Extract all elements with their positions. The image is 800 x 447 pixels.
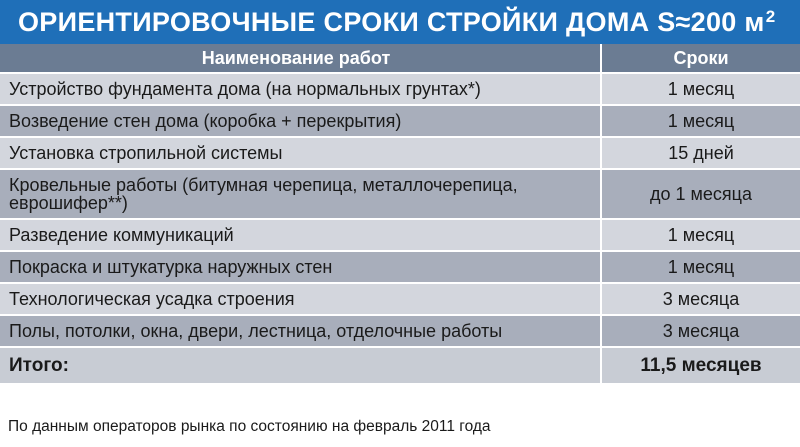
header-work-label: Наименование работ bbox=[201, 48, 391, 68]
term-cell: до 1 месяца bbox=[650, 183, 752, 204]
table-row bbox=[0, 138, 800, 170]
term-cell: 3 месяца bbox=[662, 320, 740, 341]
term-cell: 1 месяц bbox=[667, 78, 735, 99]
table-row bbox=[0, 74, 800, 106]
page-title bbox=[18, 7, 775, 38]
term-cell: 1 месяц bbox=[667, 110, 735, 131]
work-cell: Покраска и штукатурка наружных стен bbox=[0, 252, 602, 282]
work-cell: Разведение коммуникаций bbox=[0, 220, 602, 250]
table-row bbox=[0, 220, 800, 252]
table-row bbox=[0, 106, 800, 138]
work-cell: Технологическая усадка строения bbox=[0, 284, 602, 314]
source-footnote: По данным операторов рынка по состоянию на февраль 2011 года bbox=[8, 418, 491, 435]
table-header-row bbox=[0, 44, 800, 74]
work-cell: Кровельные работы (битумная черепица, металлочерепица, еврошифер**) bbox=[0, 170, 602, 218]
table-row bbox=[0, 252, 800, 284]
work-cell: Установка стропильной системы bbox=[0, 138, 602, 168]
table-row bbox=[0, 170, 800, 220]
header-cell-work bbox=[0, 44, 602, 72]
term-cell: 1 месяц bbox=[667, 224, 735, 245]
work-cell: Возведение стен дома (коробка + перекрытия) bbox=[0, 106, 602, 136]
total-label-cell bbox=[0, 348, 602, 383]
table-row bbox=[0, 284, 800, 316]
schedule-table bbox=[0, 44, 800, 383]
table-row bbox=[0, 316, 800, 348]
total-label: Итого: bbox=[9, 354, 69, 376]
term-cell: 15 дней bbox=[668, 142, 734, 163]
table-total-row bbox=[0, 348, 800, 383]
title-bar bbox=[0, 0, 800, 44]
total-value: 11,5 месяцев bbox=[640, 354, 762, 376]
title-main-text: ОРИЕНТИРОВОЧНЫЕ СРОКИ СТРОЙКИ ДОМА S≈200 м bbox=[18, 6, 765, 37]
work-cell: Устройство фундамента дома (на нормальных грунтах*) bbox=[0, 74, 602, 104]
term-cell: 1 месяц bbox=[667, 256, 735, 277]
header-term-label: Сроки bbox=[673, 47, 729, 68]
title-superscript: 2 bbox=[765, 6, 776, 26]
term-cell: 3 месяца bbox=[662, 288, 740, 309]
work-cell: Полы, потолки, окна, двери, лестница, отделочные работы bbox=[0, 316, 602, 346]
total-value-cell bbox=[602, 348, 800, 383]
header-cell-term bbox=[602, 44, 800, 72]
